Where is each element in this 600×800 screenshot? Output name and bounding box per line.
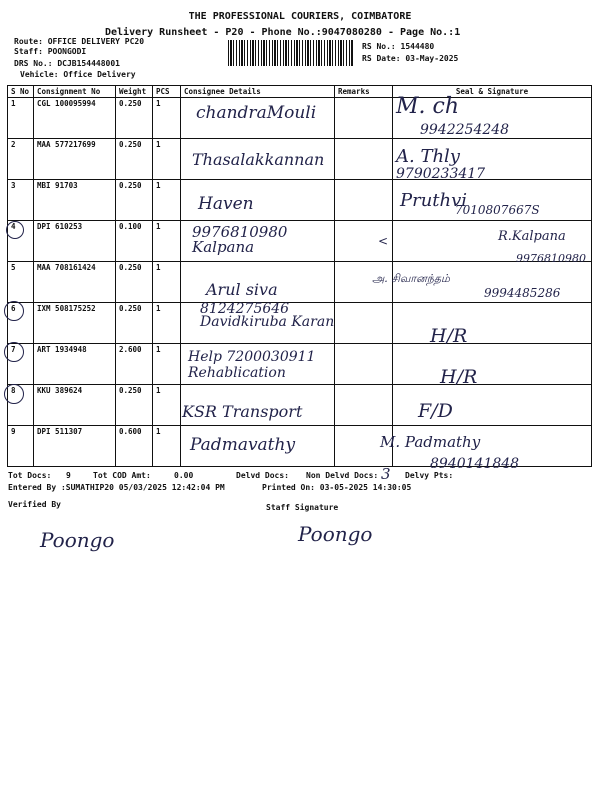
- signature-phone: 9994485286: [484, 286, 561, 300]
- signature-handwriting: F/D: [418, 400, 453, 422]
- weight: 2.600: [116, 344, 153, 385]
- consignee-handwriting: 9976810980 Kalpana: [192, 223, 288, 256]
- circle-mark-icon: [4, 301, 24, 321]
- pcs: 1: [153, 262, 181, 303]
- rs-no: RS No.: 1544480: [362, 42, 435, 51]
- delvy-pts-label: Delvy Pts:: [405, 471, 454, 480]
- signature-phone: 8940141848: [430, 456, 520, 472]
- consignee-handwriting: Thasalakkannan: [192, 150, 325, 169]
- drs-no: DRS No.: DCJB154448001: [14, 59, 120, 68]
- consignment-no: KKU 389624: [34, 385, 116, 426]
- col-pcs: PCS: [153, 86, 181, 98]
- remarks: [335, 180, 393, 221]
- consignment-no: IXM 508175252: [34, 303, 116, 344]
- verified-by-label: Verified By: [8, 500, 61, 509]
- entered-by: Entered By :SUMATHIP20 05/03/2025 12:42:04 PM: [8, 483, 225, 492]
- pcs: 1: [153, 303, 181, 344]
- consignment-no: MBI 91703: [34, 180, 116, 221]
- tot-cod-label: Tot COD Amt:: [93, 471, 151, 480]
- signature-handwriting: Pruthvi: [400, 190, 468, 211]
- pcs: 1: [153, 98, 181, 139]
- signature-phone: 9942254248: [420, 122, 510, 138]
- sno: 2: [8, 139, 34, 180]
- consignee-handwriting: Help 7200030911 Rehablication: [188, 349, 316, 381]
- pcs: 1: [153, 221, 181, 262]
- sno: 5: [8, 262, 34, 303]
- pcs: 1: [153, 344, 181, 385]
- tick-mark: <: [378, 234, 389, 248]
- weight: 0.250: [116, 98, 153, 139]
- signature-phone: 9790233417: [396, 166, 486, 182]
- staff-signature-label: Staff Signature: [266, 503, 339, 512]
- pcs: 1: [153, 385, 181, 426]
- table-header: [8, 86, 592, 98]
- consignee-handwriting: KSR Transport: [182, 402, 303, 421]
- signature-handwriting: M. Padmathy: [380, 433, 481, 451]
- signature-handwriting: H/R: [430, 325, 468, 347]
- weight: 0.250: [116, 303, 153, 344]
- signature-handwriting: A. Thly: [396, 146, 460, 167]
- remarks: [335, 344, 393, 385]
- consignee-handwriting: Arul siva: [206, 280, 278, 299]
- circle-mark-icon: [4, 384, 24, 404]
- consignment-no: MAA 577217699: [34, 139, 116, 180]
- vehicle: Vehicle: Office Delivery: [20, 70, 136, 79]
- route: Route: OFFICE DELIVERY PC20: [14, 37, 145, 46]
- col-weight: Weight: [116, 86, 153, 98]
- col-remarks: Remarks: [335, 86, 393, 98]
- circle-mark-icon: [4, 342, 24, 362]
- consignment-no: DPI 610253: [34, 221, 116, 262]
- remarks: [335, 303, 393, 344]
- consignment-no: MAA 708161424: [34, 262, 116, 303]
- weight: 0.250: [116, 262, 153, 303]
- weight: 0.250: [116, 385, 153, 426]
- pcs: 1: [153, 139, 181, 180]
- remarks: [335, 139, 393, 180]
- signature-phone: 9976810980: [516, 252, 586, 265]
- tot-docs: 9: [66, 471, 71, 480]
- consignment-no: ART 1934948: [34, 344, 116, 385]
- document-title: THE PROFESSIONAL COURIERS, COIMBATORE: [188, 11, 412, 22]
- barcode: [228, 40, 354, 66]
- consignment-no: DPI 511307: [34, 426, 116, 467]
- col-consignment: Consignment No: [34, 86, 116, 98]
- staff: Staff: POONGODI: [14, 47, 87, 56]
- printed-on: Printed On: 03-05-2025 14:30:05: [262, 483, 412, 492]
- sno: 6: [8, 303, 34, 344]
- signature-handwriting: அ. சிவானந்தம்: [372, 272, 450, 285]
- runsheet-line: Delivery Runsheet - P20 - Phone No.:9047080280 - Page No.:1: [105, 27, 461, 38]
- consignee-handwriting: Haven: [198, 194, 254, 214]
- signature-cell: [393, 344, 592, 385]
- signature-handwriting: H/R: [440, 366, 478, 388]
- signature-handwriting: R.Kalpana: [498, 229, 566, 244]
- signature-cell: [393, 303, 592, 344]
- weight: 0.600: [116, 426, 153, 467]
- weight: 0.250: [116, 180, 153, 221]
- tot-cod: 0.00: [174, 471, 194, 480]
- weight: 0.100: [116, 221, 153, 262]
- signature-handwriting: M. ch: [396, 94, 460, 119]
- verified-signature: Poongo: [40, 528, 115, 552]
- non-delvd-value: 3: [381, 465, 391, 483]
- consignee-handwriting: Padmavathy: [190, 435, 296, 455]
- weight: 0.250: [116, 139, 153, 180]
- delvd-docs-label: Delvd Docs:: [236, 471, 289, 480]
- staff-signature: Poongo: [298, 522, 373, 546]
- consignee-handwriting: 8124275646 Davidkiruba Karan: [200, 301, 335, 330]
- sno: 7: [8, 344, 34, 385]
- sno: 3: [8, 180, 34, 221]
- circle-mark-icon: [6, 221, 24, 239]
- non-delvd-label: Non Delvd Docs:: [306, 471, 379, 480]
- pcs: 1: [153, 180, 181, 221]
- col-signature: Seal & Signature: [393, 86, 592, 98]
- sno: 8: [8, 385, 34, 426]
- rs-date: RS Date: 03-May-2025: [362, 54, 459, 63]
- pcs: 1: [153, 426, 181, 467]
- col-sno: S No: [8, 86, 34, 98]
- sno: 1: [8, 98, 34, 139]
- remarks: [335, 98, 393, 139]
- signature-phone: 7010807667S: [455, 203, 540, 217]
- sno: 9: [8, 426, 34, 467]
- consignee-handwriting: chandraMouli: [196, 103, 317, 123]
- remarks: [335, 385, 393, 426]
- tot-docs-label: Tot Docs:: [8, 471, 52, 480]
- sno: 4: [8, 221, 34, 262]
- col-consignee: Consignee Details: [181, 86, 335, 98]
- consignment-no: CGL 100095994: [34, 98, 116, 139]
